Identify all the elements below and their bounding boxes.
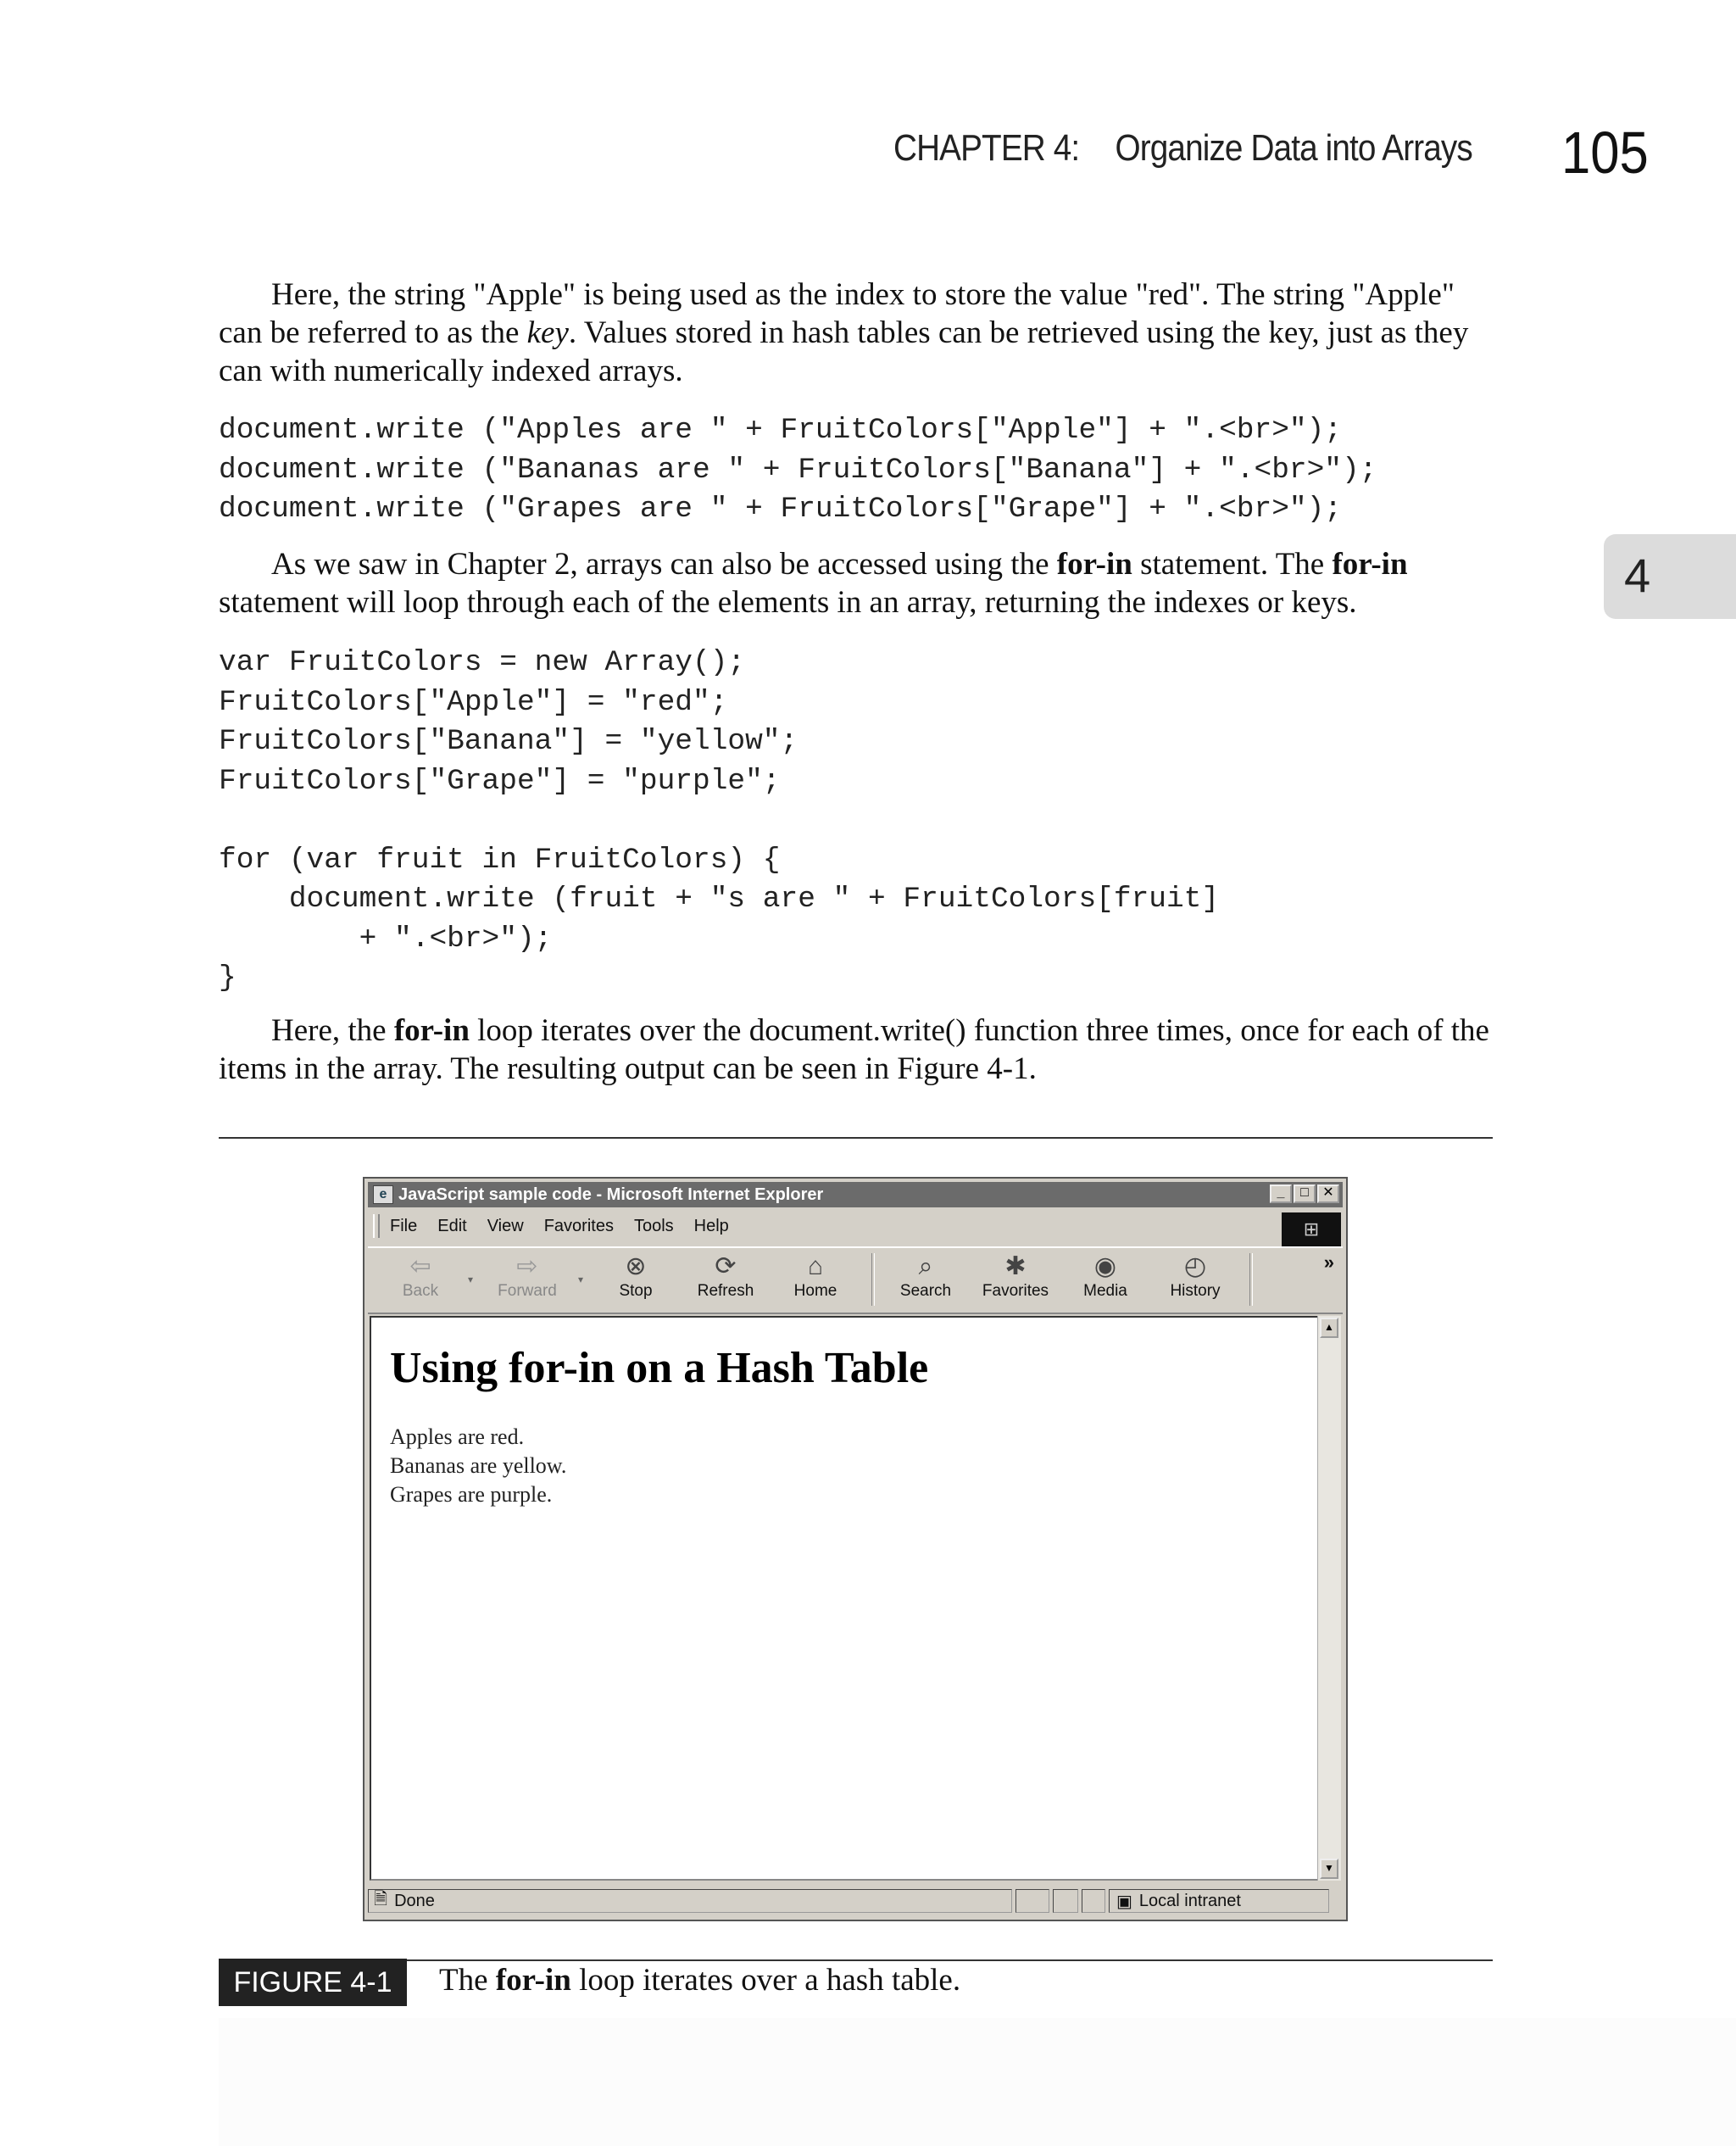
search-label: Search — [899, 1282, 952, 1300]
p1-text-b: . Values stored in hash tables can be retrieved using the key, just as they can with numerically indexed arrays. — [219, 315, 1469, 388]
caption-text-c: loop iterates over a hash table. — [570, 1963, 961, 1998]
stop-button[interactable] — [595, 1251, 676, 1307]
window-controls — [1270, 1184, 1339, 1203]
search-button[interactable] — [885, 1251, 966, 1307]
forward-arrow-icon: ⇨ — [516, 1252, 538, 1280]
window-title: JavaScript sample code - Microsoft Internet Explorer — [398, 1184, 824, 1204]
code-line: FruitColors["Grape"] = "purple"; — [219, 764, 781, 798]
p1-key-term: key — [526, 315, 569, 350]
p3-keyword: for-in — [393, 1013, 470, 1048]
forward-label: Forward — [498, 1282, 557, 1300]
figure-label: FIGURE 4-1 — [219, 1959, 407, 2006]
code-line: FruitColors["Apple"] = "red"; — [219, 685, 728, 719]
refresh-button[interactable] — [685, 1251, 766, 1307]
menu-tools[interactable]: Tools — [633, 1216, 674, 1235]
status-text: Done — [394, 1891, 435, 1910]
caption-text-a: The — [439, 1963, 496, 1998]
minimize-button[interactable]: _ — [1270, 1184, 1292, 1203]
stop-label: Stop — [619, 1282, 653, 1300]
home-button[interactable] — [775, 1251, 856, 1307]
page-number: 105 — [1561, 120, 1649, 186]
p3-text-c: loop iterates over the document.write() function three times, once for each of the items in the array. The resulting output can be seen in Figure 4-1. — [219, 1013, 1489, 1086]
menu-grip[interactable] — [373, 1214, 380, 1238]
scroll-down-icon[interactable]: ▼ — [1320, 1859, 1338, 1879]
menu-favorites[interactable]: Favorites — [543, 1216, 614, 1235]
ie-browser-window — [363, 1177, 1348, 1921]
page-viewport — [370, 1316, 1319, 1881]
favorites-button[interactable] — [975, 1251, 1056, 1307]
code-line: for (var fruit in FruitColors) { — [219, 843, 781, 877]
chapter-label: CHAPTER 4: — [893, 127, 1080, 169]
code-block-document-write — [219, 411, 1490, 530]
menu-help[interactable]: Help — [693, 1216, 729, 1235]
toolbar-separator — [1249, 1253, 1253, 1306]
p2-text-c: statement. The — [1132, 547, 1333, 582]
menu-file[interactable]: File — [390, 1216, 418, 1235]
back-button[interactable] — [380, 1251, 461, 1307]
close-button[interactable]: ✕ — [1317, 1184, 1339, 1203]
forward-dropdown-icon[interactable]: ▾ — [578, 1274, 584, 1285]
figure-caption — [439, 1962, 960, 1998]
vertical-scrollbar[interactable] — [1317, 1316, 1341, 1881]
code-line: + ".<br>"); — [219, 922, 553, 956]
p2-text-e: statement will loop through each of the elements in an array, returning the indexes or keys. — [219, 585, 1357, 620]
favorites-icon: ✱ — [1004, 1252, 1027, 1280]
refresh-icon: ⟳ — [715, 1252, 737, 1280]
paragraph-for-in — [219, 545, 1490, 622]
code-block-for-in — [219, 644, 1490, 999]
page-heading: Using for-in on a Hash Table — [390, 1344, 929, 1392]
status-bar — [368, 1887, 1343, 1916]
window-titlebar — [368, 1182, 1343, 1207]
ie-logo-icon: e — [373, 1185, 393, 1204]
p3-text-a: Here, the — [271, 1013, 394, 1048]
figure-top-rule — [219, 1137, 1493, 1139]
favorites-label: Favorites — [982, 1282, 1049, 1300]
back-arrow-icon: ⇦ — [409, 1252, 431, 1280]
media-icon: ◉ — [1093, 1252, 1117, 1280]
standard-toolbar — [368, 1246, 1343, 1314]
p2-keyword: for-in — [1332, 547, 1408, 582]
menu-view[interactable]: View — [487, 1216, 524, 1235]
code-line: document.write (fruit + "s are " + FruitColors[fruit] — [219, 883, 1220, 916]
output-line: Bananas are yellow. — [390, 1453, 567, 1478]
windows-flag-icon: ⊞ — [1303, 1218, 1320, 1240]
chapter-thumb-tab — [1604, 534, 1736, 619]
p2-text-a: As we saw in Chapter 2, arrays can also be accessed using the — [271, 547, 1057, 582]
code-line: var FruitColors = new Array(); — [219, 646, 746, 679]
paragraph-output — [219, 1012, 1490, 1088]
running-head — [893, 127, 1472, 170]
search-icon: ⌕ — [918, 1252, 933, 1280]
code-line: document.write ("Grapes are " + FruitColors["Grape"] + ".<br>"); — [219, 493, 1343, 526]
output-line: Apples are red. — [390, 1424, 525, 1449]
code-line: document.write ("Bananas are " + FruitColors["Banana"] + ".<br>"); — [219, 453, 1377, 487]
code-line: FruitColors["Banana"] = "yellow"; — [219, 725, 798, 758]
maximize-button[interactable]: □ — [1294, 1184, 1316, 1203]
history-label: History — [1170, 1282, 1221, 1300]
status-cell-empty — [1082, 1889, 1105, 1913]
back-dropdown-icon[interactable]: ▾ — [468, 1274, 474, 1285]
toolbar-separator — [871, 1253, 875, 1306]
figure-bottom-rule — [219, 1959, 1493, 1961]
security-zone-cell — [1109, 1889, 1329, 1913]
refresh-label: Refresh — [697, 1282, 754, 1300]
p1-text-a: Here, the string "Apple" is being used as the index to store the value "red". The string "Apple" can be referred to as the — [219, 277, 1455, 350]
thumb-tab-number: 4 — [1624, 549, 1651, 602]
caption-keyword: for-in — [495, 1963, 571, 1998]
scroll-up-icon[interactable]: ▲ — [1320, 1318, 1338, 1338]
windows-throbber — [1282, 1212, 1341, 1246]
media-button[interactable] — [1065, 1251, 1146, 1307]
media-label: Media — [1083, 1282, 1127, 1300]
chapter-title: Organize Data into Arrays — [1115, 127, 1472, 169]
home-label: Home — [793, 1282, 837, 1300]
code-line — [219, 801, 1490, 841]
paragraph-hash-key — [219, 276, 1490, 390]
intranet-zone-icon: ▣ — [1116, 1892, 1132, 1911]
page-bottom-shade — [219, 2018, 1736, 2146]
toolbar-overflow-chevron-icon[interactable]: » — [1323, 1251, 1334, 1273]
zone-text: Local intranet — [1138, 1891, 1241, 1910]
history-button[interactable] — [1155, 1251, 1236, 1307]
status-cell-empty — [1053, 1889, 1078, 1913]
code-line: } — [219, 962, 236, 995]
p2-keyword: for-in — [1056, 547, 1132, 582]
stop-icon: ⊗ — [625, 1252, 647, 1280]
status-cell-empty — [1015, 1889, 1049, 1913]
output-line: Grapes are purple. — [390, 1482, 553, 1507]
back-label: Back — [402, 1282, 439, 1300]
menu-bar — [368, 1211, 1343, 1241]
code-line: document.write ("Apples are " + FruitColors["Apple"] + ".<br>"); — [219, 414, 1343, 447]
home-icon: ⌂ — [807, 1252, 824, 1280]
history-icon: ◴ — [1183, 1252, 1207, 1280]
forward-button[interactable] — [487, 1251, 568, 1307]
menu-edit[interactable]: Edit — [437, 1216, 467, 1235]
page-done-icon: 🗎 — [374, 1890, 388, 1909]
status-cell — [368, 1889, 1012, 1913]
